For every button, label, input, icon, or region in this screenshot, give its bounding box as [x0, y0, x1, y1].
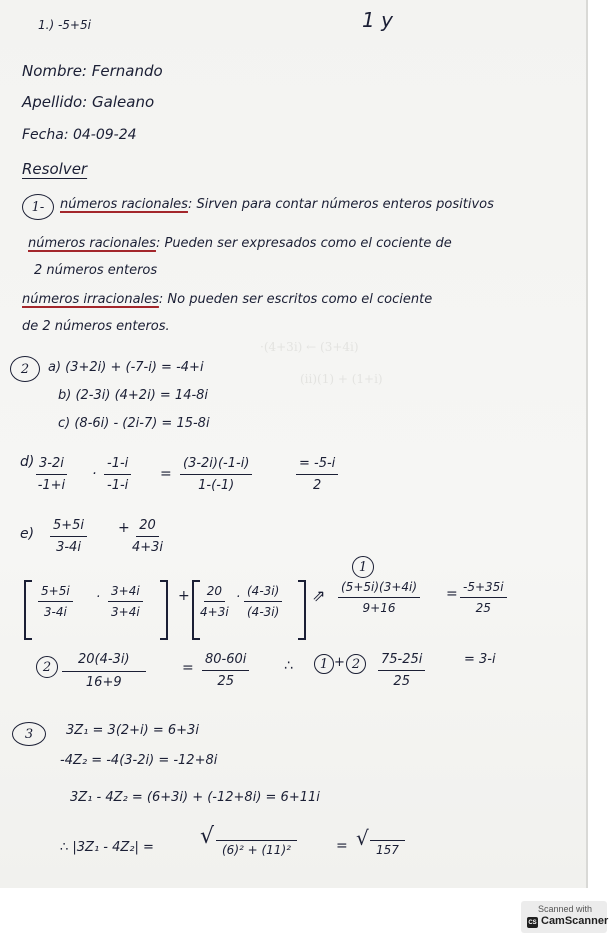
- e2-b4: [244, 584, 282, 619]
- e-fraction-2: [132, 518, 163, 555]
- e2-b2-den: 3+4i: [111, 605, 140, 619]
- rational-term: números racionales: [60, 197, 188, 212]
- e2-r1-num: (5+5i)(3+4i): [338, 580, 420, 598]
- q2-e-label: e): [20, 526, 35, 542]
- d-f2-den: -1-i: [107, 478, 129, 493]
- q1-line3: 2 números enteros: [34, 263, 158, 278]
- d-f1-den: -1+i: [37, 478, 66, 493]
- q3-line4-left: ∴ |3Z₁ - 4Z₂| =: [60, 840, 154, 855]
- e-f2-num: 20: [136, 518, 159, 537]
- e2-b3-den: 4+3i: [200, 605, 229, 619]
- irrational-def-a: : No pueden ser escritos como el cociente: [158, 292, 433, 307]
- e3-eq: =: [182, 660, 194, 676]
- e3-therefore: ∴: [284, 658, 293, 674]
- q1-line2: [28, 236, 452, 251]
- step-1-ref: 1: [314, 654, 334, 674]
- d-eq: =: [160, 466, 172, 482]
- paper-edge: [586, 0, 588, 888]
- d-f3-den: 1-(-1): [198, 478, 235, 493]
- e2-r1: [338, 580, 420, 615]
- irrational-term: números irracionales: [22, 292, 159, 307]
- step-1-marker: 1: [352, 556, 374, 578]
- e2-plus: +: [178, 588, 190, 604]
- right-bracket-2-close: [298, 580, 306, 640]
- e3-s2-num: 80-60i: [202, 652, 249, 671]
- d-dot: ·: [92, 466, 97, 482]
- radical-sign-2: √: [356, 826, 369, 850]
- e2-dot-2: ·: [236, 590, 241, 605]
- e3-s1-num: 20(4-3i): [62, 652, 146, 672]
- bleed-through: (ii)(1) + (1+i): [300, 372, 383, 386]
- e2-b4-den: (4-3i): [247, 605, 280, 619]
- e2-b2-num: 3+4i: [108, 584, 143, 602]
- q3-eq: =: [336, 838, 348, 854]
- e3-result: = 3-i: [464, 652, 496, 667]
- q3-radicand-2: 157: [370, 840, 405, 857]
- bleed-through: ·(4+3i) ← (3+4i): [260, 340, 359, 354]
- e2-dot-1: ·: [96, 590, 101, 605]
- e2-b1: [38, 584, 73, 619]
- radical-sign-1: √: [200, 824, 215, 849]
- top-note: 1.) -5+5i: [38, 18, 91, 32]
- e2-arrow: ⇗: [312, 586, 326, 605]
- q3-line3: 3Z₁ - 4Z₂ = (6+3i) + (-12+8i) = 6+11i: [70, 790, 320, 805]
- e-plus: +: [118, 520, 130, 536]
- e3-s2: [202, 652, 249, 689]
- e3-plus: +: [334, 655, 345, 670]
- right-bracket-1-close: [160, 580, 168, 640]
- d-fraction-2: [104, 456, 131, 493]
- badge-line2: CamScanner: [541, 915, 609, 927]
- e2-r2: [460, 580, 507, 615]
- e3-s1-den: 16+9: [85, 675, 122, 690]
- camscanner-logo-icon: CS: [527, 917, 538, 928]
- d-fraction-1: [36, 456, 67, 493]
- q1-line4: [22, 292, 432, 307]
- e2-r2-den: 25: [475, 601, 491, 615]
- q3-line2: -4Z₂ = -4(3-2i) = -12+8i: [60, 753, 218, 768]
- e2-b3-num: 20: [204, 584, 225, 602]
- d-fraction-4: [296, 456, 338, 493]
- e-f2-den: 4+3i: [132, 540, 164, 555]
- student-name: Nombre: Fernando: [22, 62, 163, 80]
- e2-eq: =: [446, 586, 458, 602]
- q2-b: b) (2-3i) (4+2i) = 14-8i: [58, 388, 209, 403]
- e2-b2: [108, 584, 143, 619]
- date: Fecha: 04-09-24: [22, 127, 137, 143]
- question-1-marker: 1-: [22, 194, 54, 220]
- badge-line1: Scanned with: [538, 904, 593, 914]
- d-f2-num: -1-i: [104, 456, 131, 475]
- camscanner-badge: [521, 901, 607, 933]
- corner-mark: 1 y: [362, 8, 393, 32]
- d-f1-num: 3-2i: [36, 456, 67, 475]
- section-title: Resolver: [22, 160, 88, 178]
- e-fraction-1: [50, 518, 87, 555]
- rational-def-2a: : Pueden ser expresados como el cociente de: [155, 236, 452, 251]
- q2-d-label: d): [20, 454, 35, 470]
- e2-b1-den: 3-4i: [43, 605, 67, 619]
- step-2-ref: 2: [346, 654, 366, 674]
- left-bracket-2-open: [192, 580, 200, 640]
- e3-s1: [62, 652, 146, 690]
- e3-s2-den: 25: [217, 674, 234, 689]
- student-surname: Apellido: Galeano: [22, 93, 155, 111]
- e2-r1-den: 9+16: [362, 601, 396, 615]
- e3-s3-num: 75-25i: [378, 652, 425, 671]
- e-f1-den: 3-4i: [56, 540, 81, 555]
- rational-def: : Sirven para contar números enteros positivos: [187, 197, 494, 212]
- q1-line1: [60, 197, 494, 212]
- e2-b1-num: 5+5i: [38, 584, 73, 602]
- e-f1-num: 5+5i: [50, 518, 87, 537]
- e3-s3: [378, 652, 425, 689]
- d-f4-den: 2: [313, 478, 322, 493]
- question-2-marker: 2: [10, 356, 40, 382]
- e3-s3-den: 25: [393, 674, 410, 689]
- rational-term-2: números racionales: [28, 236, 156, 251]
- d-f4-num: = -5-i: [296, 456, 338, 475]
- q3-radicand: (6)² + (11)²: [216, 840, 297, 857]
- e2-b3: [200, 584, 229, 619]
- question-3-marker: 3: [12, 722, 46, 746]
- q3-line1: 3Z₁ = 3(2+i) = 6+3i: [66, 723, 199, 738]
- d-f3-num: (3-2i)(-1-i): [180, 456, 252, 475]
- q1-line5: de 2 números enteros.: [22, 319, 170, 334]
- d-fraction-3: [180, 456, 252, 493]
- e2-r2-num: -5+35i: [460, 580, 507, 598]
- e2-b4-num: (4-3i): [244, 584, 282, 602]
- q2-c: c) (8-6i) - (2i-7) = 15-8i: [58, 416, 210, 431]
- left-bracket-1-open: [24, 580, 32, 640]
- q2-a: a) (3+2i) + (-7-i) = -4+i: [48, 360, 204, 375]
- step-2-marker: 2: [36, 656, 58, 678]
